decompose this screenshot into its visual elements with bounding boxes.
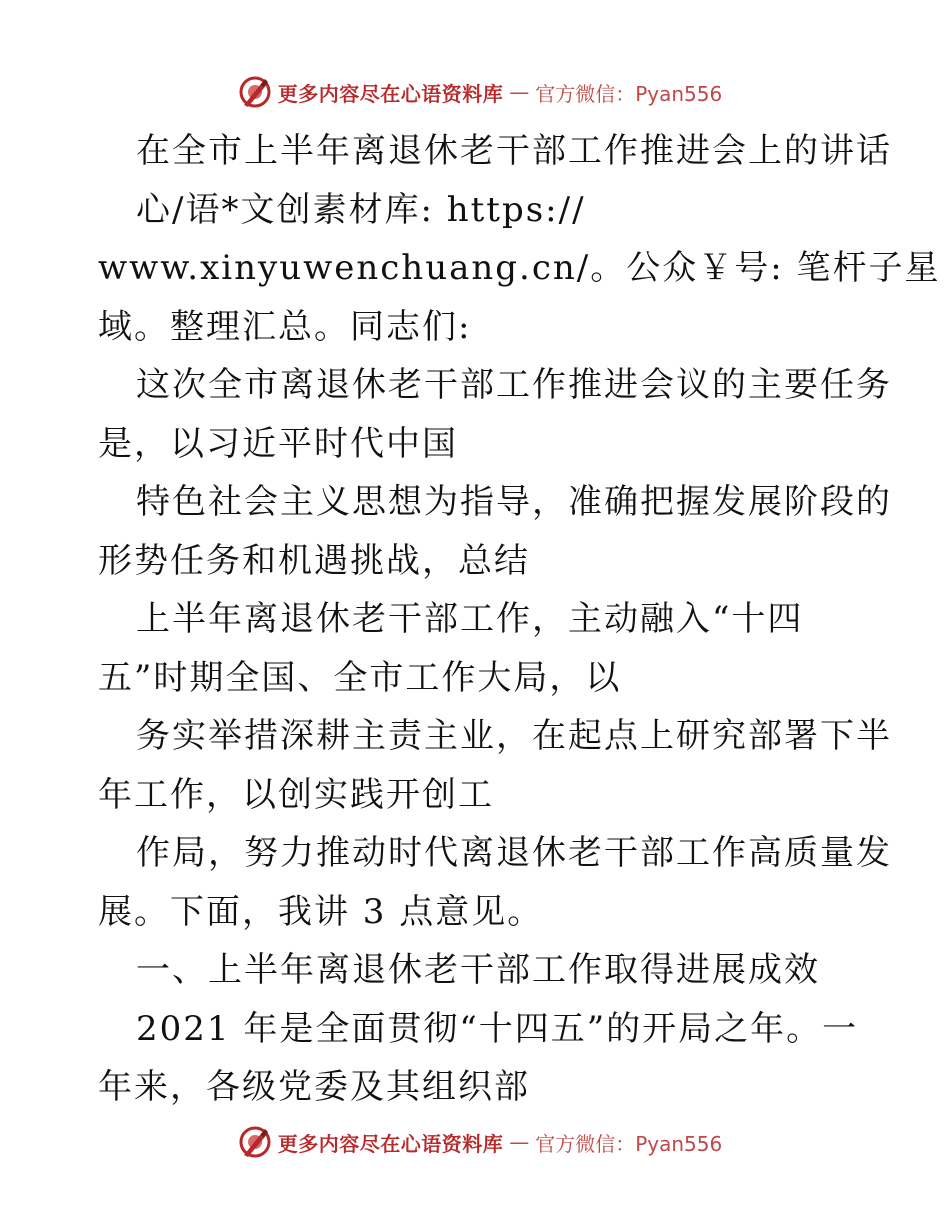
- footer-banner-text: 更多内容尽在心语资料库: [277, 1131, 504, 1156]
- text-line: 2021 年是全面贯彻“十四五”的开局之年。一: [136, 1008, 859, 1049]
- text-line: 形势任务和机遇挑战，总结: [98, 540, 530, 581]
- text-line: 心/语*文创素材库: https://: [136, 189, 586, 230]
- section-heading: 一、上半年离退休老干部工作取得进展成效: [136, 950, 820, 990]
- text-line: 特色社会主义思想为指导，准确把握发展阶段的: [136, 482, 892, 522]
- pen-logo-icon: [238, 1125, 272, 1159]
- text-line: 年来，各级党委及其组织部: [98, 1067, 530, 1107]
- document-title: 在全市上半年离退休老干部工作推进会上的讲话: [136, 131, 892, 171]
- header-banner-separator: —: [509, 80, 530, 104]
- pen-logo-icon: [238, 75, 272, 109]
- text-line: 域。整理汇总。同志们:: [98, 306, 472, 347]
- text-line: 务实举措深耕主责主业，在起点上研究部署下半: [136, 716, 892, 756]
- header-banner-contact: 官方微信：Pyan556: [535, 81, 723, 106]
- text-line: 年工作，以创实践开创工: [98, 774, 494, 815]
- text-line: 是，以习近平时代中国: [98, 423, 458, 464]
- text-line: 展。下面，我讲 3 点意见。: [98, 891, 544, 932]
- text-line: 五”时期全国、全市工作大局，以: [98, 657, 622, 698]
- footer-banner-separator: —: [509, 1130, 530, 1154]
- header-watermark-banner: [0, 72, 950, 112]
- text-line: 上半年离退休老干部工作，主动融入“十四: [136, 599, 804, 639]
- text-line: 作局，努力推动时代离退休老干部工作高质量发: [136, 833, 892, 873]
- footer-watermark-banner: [0, 1122, 950, 1162]
- text-line: 这次全市离退休老干部工作推进会议的主要任务: [136, 365, 892, 405]
- header-banner-text: 更多内容尽在心语资料库: [277, 81, 504, 106]
- footer-banner-contact: 官方微信：Pyan556: [535, 1131, 723, 1156]
- document-body: [98, 122, 941, 1117]
- text-line: www.xinyuwenchuang.cn/。公众￥号: 笔杆子星: [98, 248, 941, 288]
